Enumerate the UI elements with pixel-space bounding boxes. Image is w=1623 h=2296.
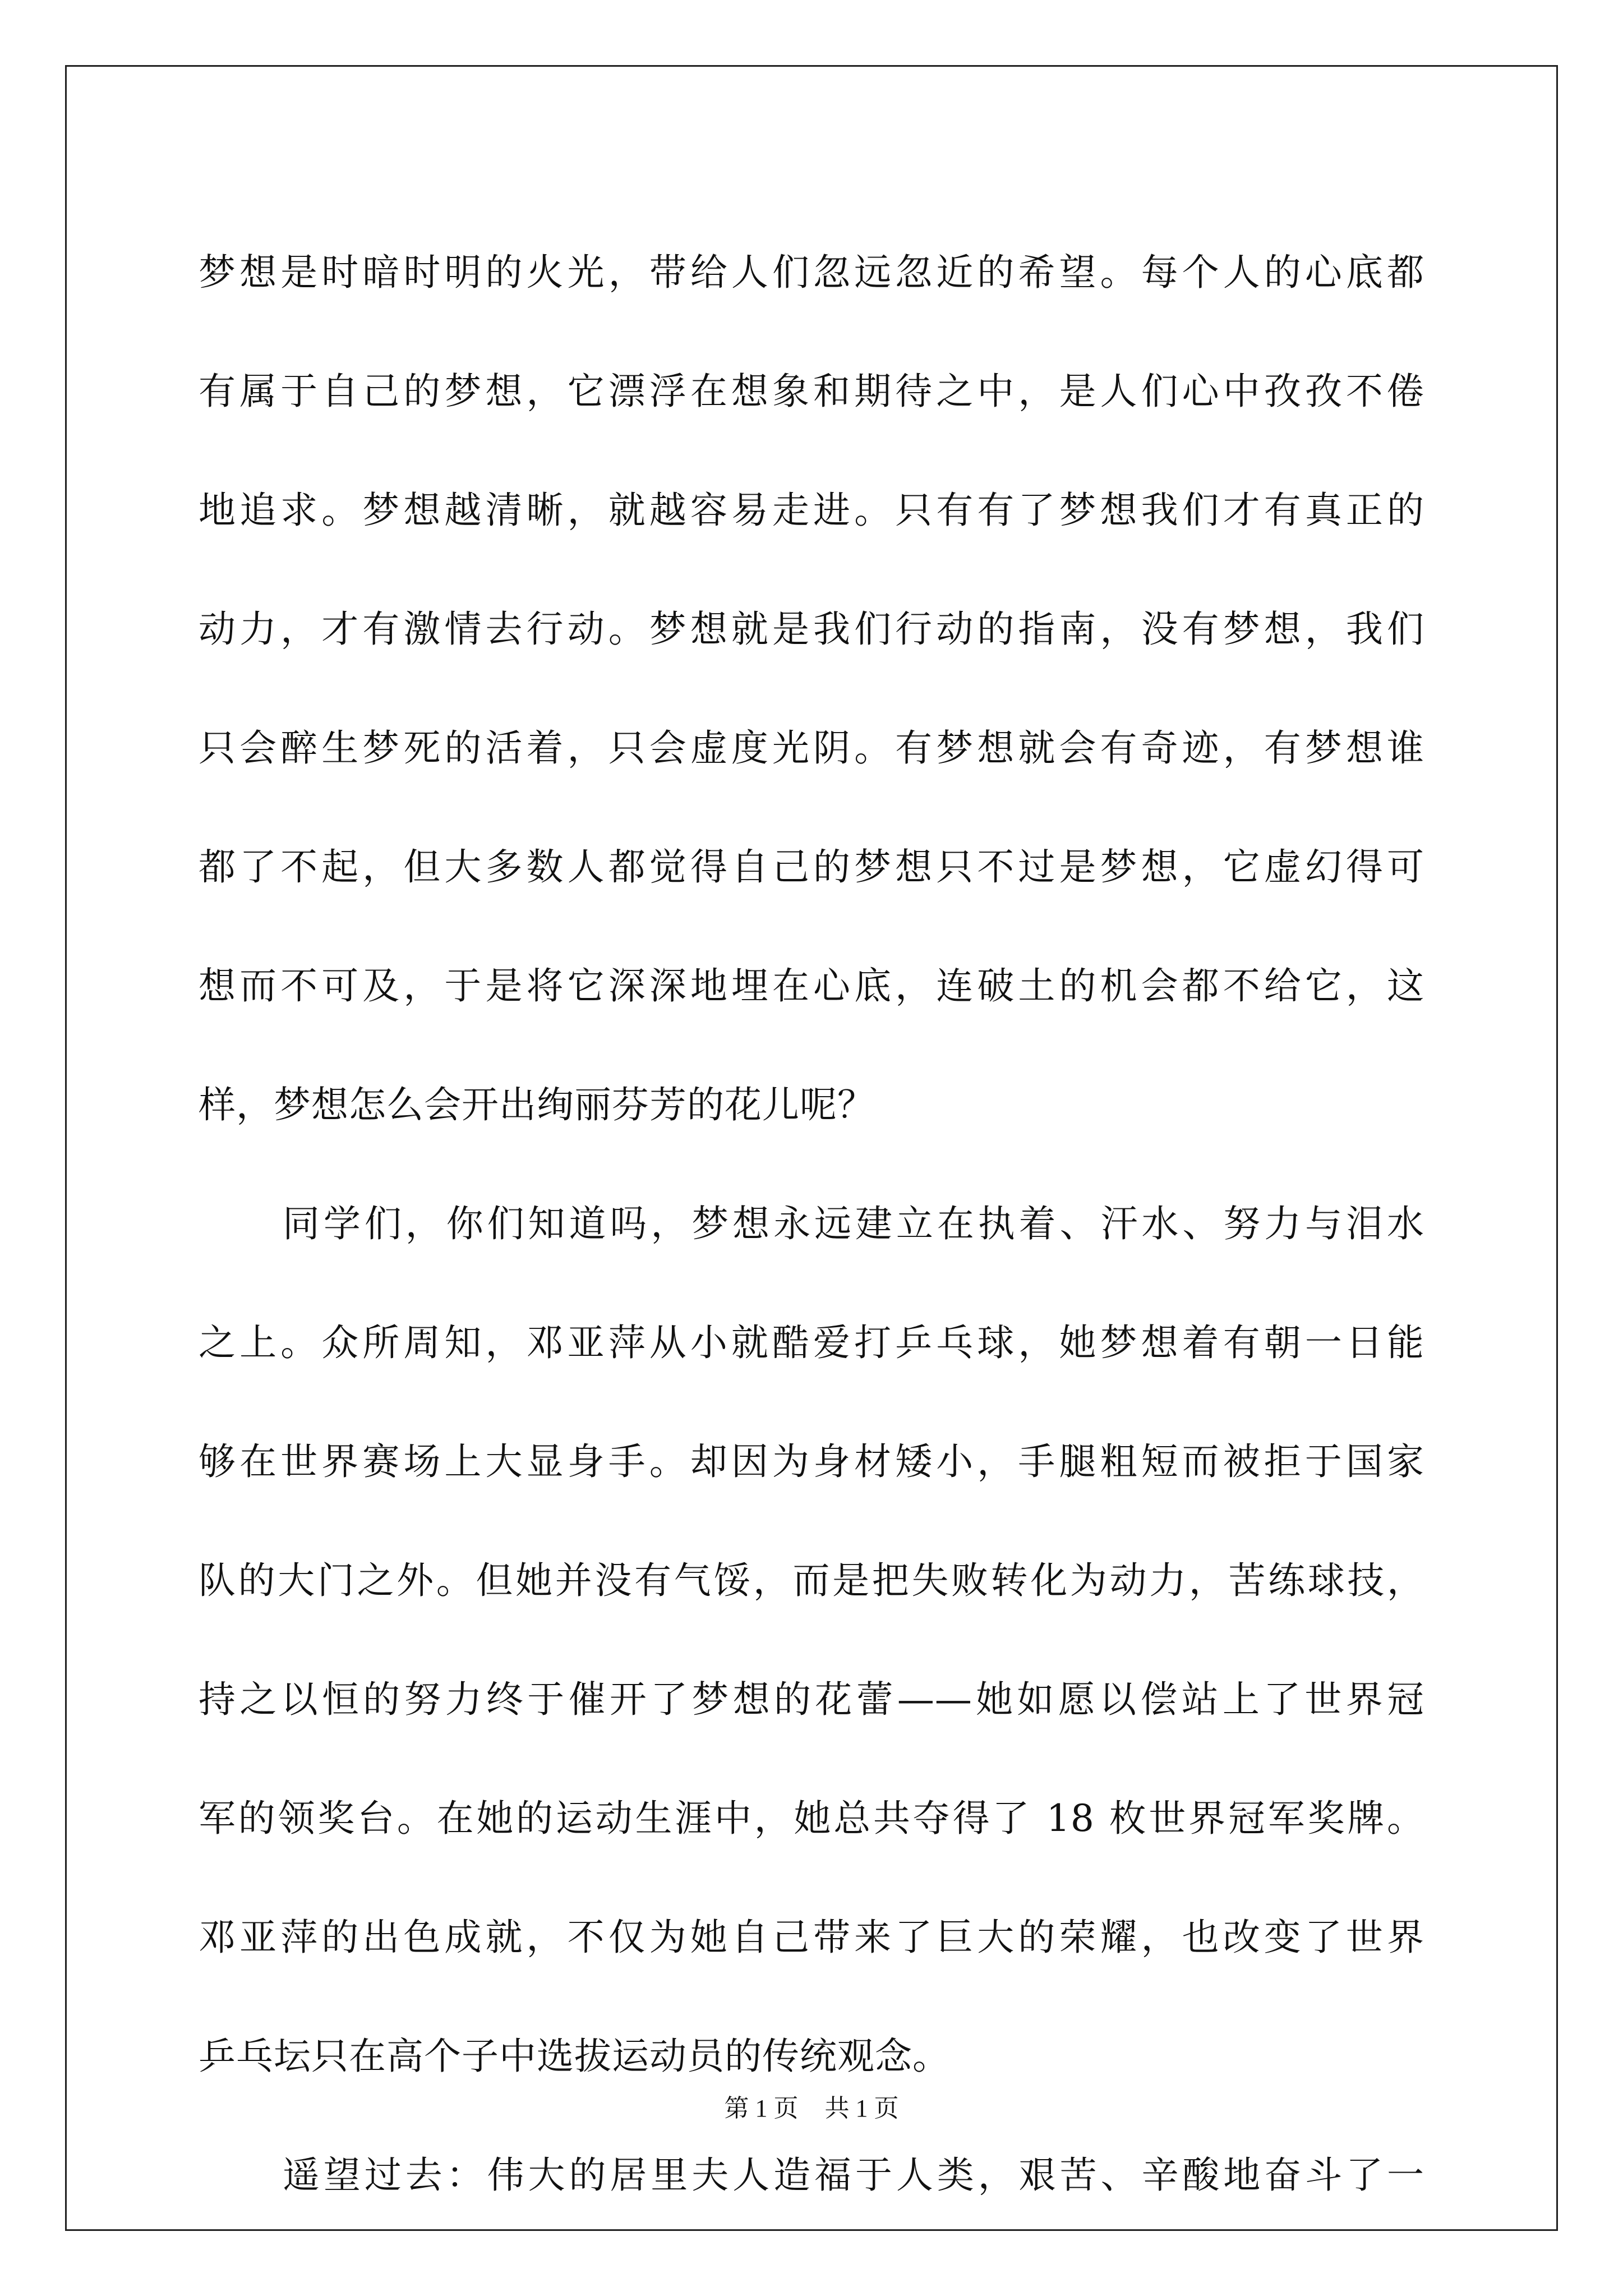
text-line: 军的领奖台。在她的运动生涯中，她总共夺得了 18 枚世界冠军奖牌。	[199, 1797, 1424, 1840]
text-line: 动力，才有激情去行动。梦想就是我们行动的指南，没有梦想，我们	[199, 608, 1424, 651]
text-line: 同学们，你们知道吗，梦想永远建立在执着、汗水、努力与泪水	[283, 1202, 1424, 1245]
text-line: 都了不起，但大多数人都觉得自己的梦想只不过是梦想，它虚幻得可	[199, 845, 1424, 889]
page-total: 共 1 页	[824, 2095, 899, 2122]
text-line: 队的大门之外。但她并没有气馁，而是把失败转化为动力，苦练球技，	[199, 1559, 1424, 1602]
page-footer	[0, 2088, 1623, 2124]
paragraph-3	[199, 2116, 1424, 2235]
text-line: 遥望过去：伟大的居里夫人造福于人类，艰苦、辛酸地奋斗了一	[283, 2154, 1424, 2197]
text-line: 持之以恒的努力终于催开了梦想的花蕾——她如愿以偿站上了世界冠	[199, 1678, 1424, 1721]
document-body	[199, 213, 1424, 2235]
paragraph-1	[199, 213, 1424, 1165]
text-line: 有属于自己的梦想，它漂浮在想象和期待之中，是人们心中孜孜不倦	[199, 370, 1424, 413]
text-line: 想而不可及，于是将它深深地埋在心底，连破土的机会都不给它，这	[199, 964, 1424, 1007]
text-line: 地追求。梦想越清晰，就越容易走进。只有有了梦想我们才有真正的	[199, 489, 1424, 532]
page-number: 第 1 页	[724, 2095, 799, 2122]
paragraph-2	[199, 1165, 1424, 2116]
text-line: 够在世界赛场上大显身手。却因为身材矮小，手腿粗短而被拒于国家	[199, 1440, 1424, 1483]
text-line: 样，梦想怎么会开出绚丽芬芳的花儿呢？	[199, 1083, 875, 1126]
text-line: 梦想是时暗时明的火光，带给人们忽远忽近的希望。每个人的心底都	[199, 251, 1424, 294]
text-line: 只会醉生梦死的活着，只会虚度光阴。有梦想就会有奇迹，有梦想谁	[199, 726, 1424, 770]
text-line: 乒乓坛只在高个子中选拔运动员的传统观念。	[199, 2035, 950, 2078]
text-line: 邓亚萍的出色成就，不仅为她自己带来了巨大的荣耀，也改变了世界	[199, 1916, 1424, 1959]
text-line: 之上。众所周知，邓亚萍从小就酷爱打乒乓球，她梦想着有朝一日能	[199, 1321, 1424, 1364]
